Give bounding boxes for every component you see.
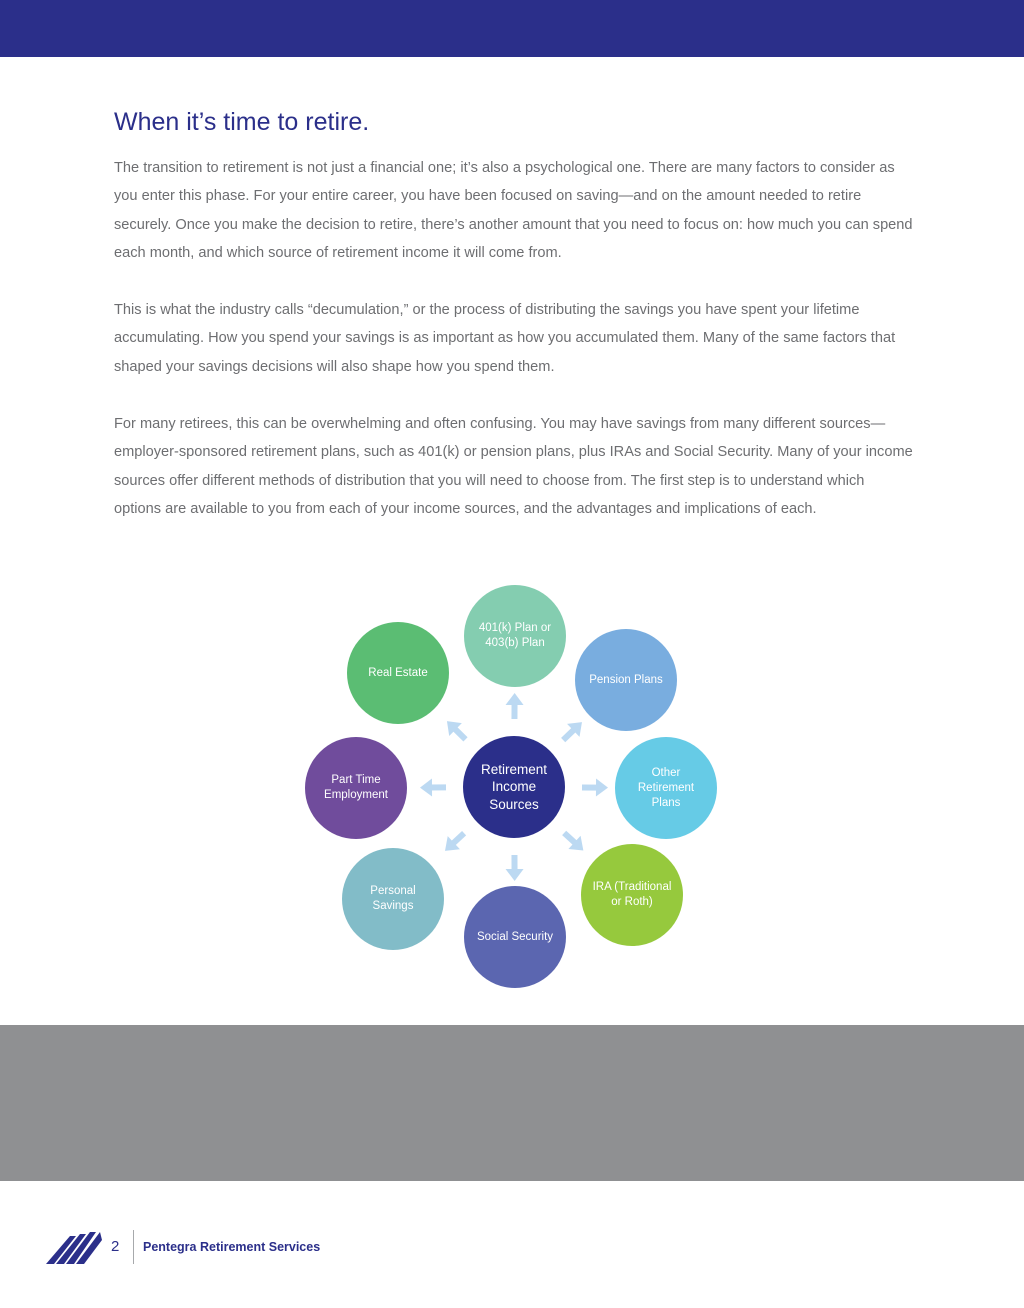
income-source-node: Pension Plans — [589, 673, 663, 686]
arrow-head-icon — [420, 779, 432, 797]
page-number: 2 — [111, 1238, 120, 1255]
top-band — [0, 0, 1024, 57]
income-source-node: Real Estate — [368, 666, 428, 679]
retirement-income-hub: Retirement Income Sources — [480, 761, 548, 812]
pentegra-stripes-icon — [46, 1228, 104, 1266]
income-source-node: 401(k) Plan or 403(b) Plan — [478, 622, 552, 649]
income-source-node: Social Security — [476, 930, 554, 943]
income-source-node: IRA (Traditional or Roth) — [592, 881, 672, 908]
footer-divider — [133, 1230, 134, 1264]
income-source-node: Personal Savings — [370, 885, 416, 912]
gray-band — [0, 1025, 1024, 1181]
organization-name: Pentegra Retirement Services — [143, 1240, 321, 1254]
body-paragraph: For many retirees, this can be overwhelming and often confusing. You may have savings from many different sources—employer-sponsored retirement plans, such as 401(k) or pension plans, plus IRAs and Social Security. Many of your income sources offer different methods of distribution that you will need to choose from. The first step is to understand which options are available to you from each of your income sources, and the advantages and implications of each. — [114, 416, 913, 518]
arrow-head-icon — [506, 693, 524, 705]
arrow-head-icon — [506, 869, 524, 881]
body-paragraph: This is what the industry calls “decumulation,” or the process of distributing the savings you have spent your lifetime accumulating. How you spend your savings is as important as how you accumulated them. Many of the same factors that shaped your savings decisions will also shape how you spend them. — [114, 302, 896, 375]
income-source-node: Part Time Employment — [324, 774, 388, 801]
income-sources-diagram — [0, 570, 1024, 1010]
body-paragraph: The transition to retirement is not just a financial one; it’s also a psychological one. There are many factors to consider as you enter this phase. For your entire career, you have been focused on saving—and on the amount needed to retire securely. Once you make the decision to retire, there’s another amount that you need to focus on: how much you can spend each month, and which source of retirement income it will come from. — [114, 160, 913, 262]
income-source-node: Other Retirement Plans — [637, 766, 695, 809]
page-title: When it’s time to retire. — [114, 108, 370, 136]
arrow-head-icon — [596, 779, 608, 797]
